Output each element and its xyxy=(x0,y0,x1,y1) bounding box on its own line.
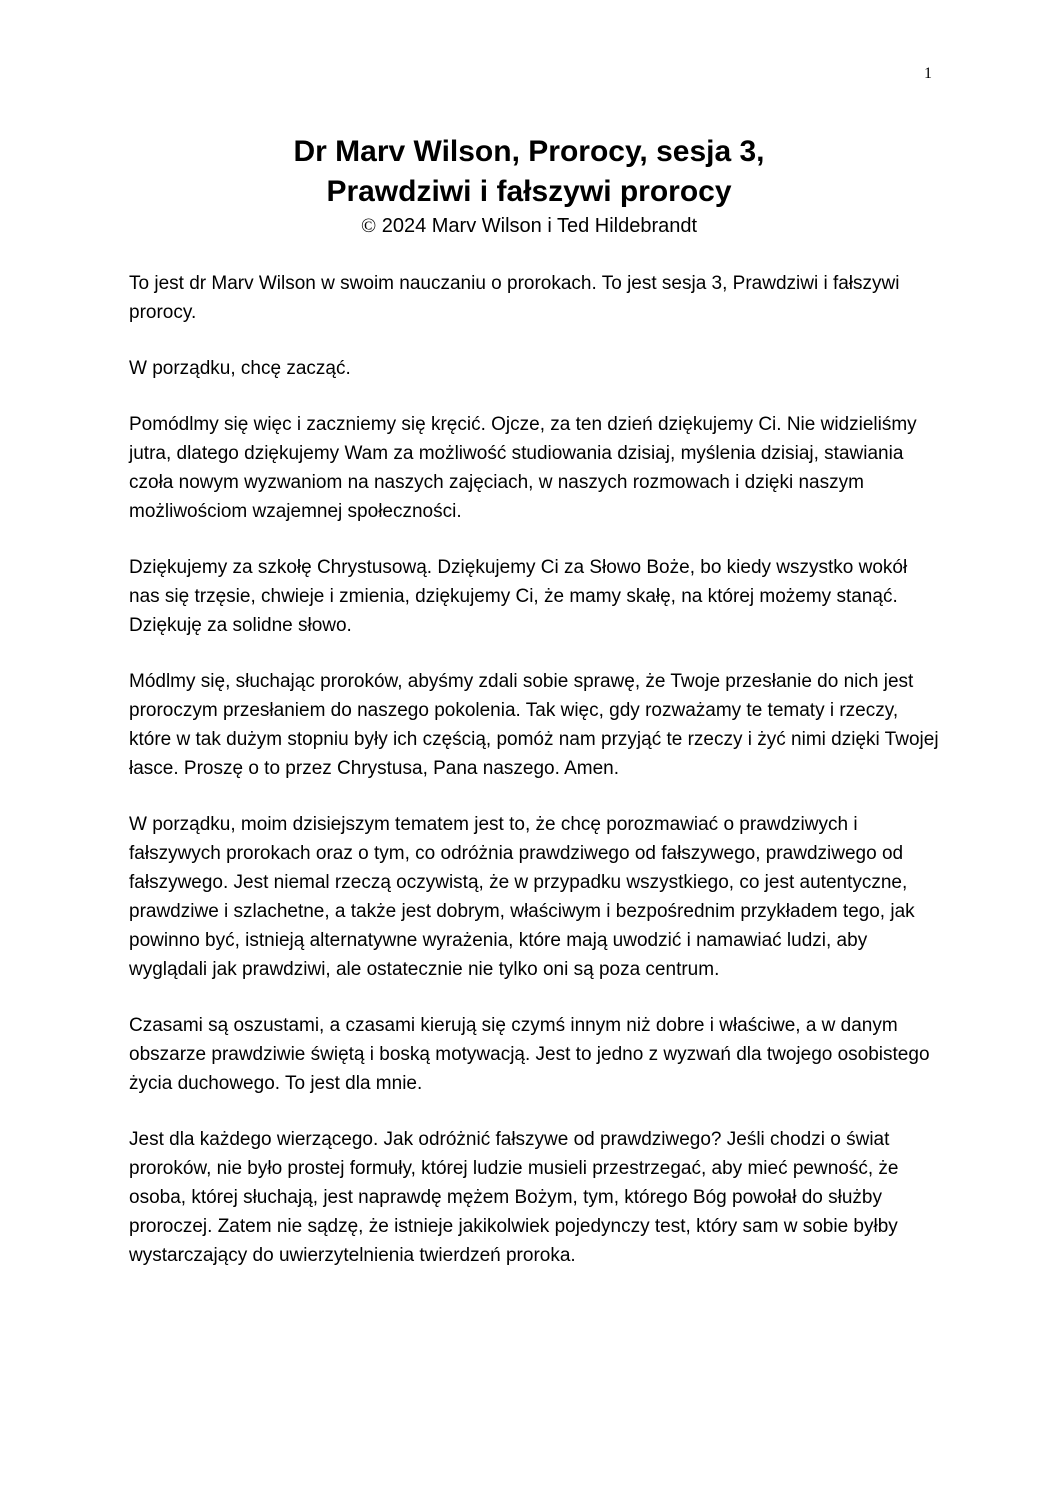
paragraph: Módlmy się, słuchając proroków, abyśmy zdali sobie sprawę, że Twoje przesłanie do nich jest proroczym przesłaniem do naszego pokolenia. Tak więc, gdy rozważamy te tematy i rzeczy, które w tak dużym stopniu były ich częścią, pomóż nam przyjąć te rzeczy i żyć nimi dzięki Twojej łasce. Proszę o to przez Chrystusa, Pana naszego. Amen. xyxy=(129,671,939,779)
copyright-line xyxy=(0,213,1058,239)
paragraph: Dziękujemy za szkołę Chrystusową. Dziękujemy Ci za Słowo Boże, bo kiedy wszystko wokół nas się trzęsie, chwieje i zmienia, dziękujemy Ci, że mamy skałę, na której możemy stanąć. Dziękuję za solidne słowo. xyxy=(129,557,908,636)
document-title-line-2: Prawdziwi i fałszywi prorocy xyxy=(326,175,732,208)
paragraph: Pomódlmy się więc i zaczniemy się kręcić. Ojcze, za ten dzień dziękujemy Ci. Nie widzieliśmy jutra, dlatego dziękujemy Wam za możliwość studiowania dzisiaj, myślenia dzisiaj, stawiania czoła nowym wyzwaniom na naszych zajęciach, w naszych rozmowach i dzięki naszym możliwościom wzajemnej społeczności. xyxy=(129,414,917,522)
paragraph: Jest dla każdego wierzącego. Jak odróżnić fałszywe od prawdziwego? Jeśli chodzi o świat proroków, nie było prostej formuły, której ludzie musieli przestrzegać, aby mieć pewność, że osoba, której słuchają, jest naprawdę mężem Bożym, tym, którego Bóg powołał do służby proroczej. Zatem nie sądzę, że istnieje jakikolwiek pojedynczy test, który sam w sobie byłby wystarczający do uwierzytelnienia twierdzeń proroka. xyxy=(129,1129,899,1266)
paragraph: Czasami są oszustami, a czasami kierują się czymś innym niż dobre i właściwe, a w danym obszarze prawdziwie świętą i boską motywacją. Jest to jedno z wyzwań dla twojego osobistego życia duchowego. To jest dla mnie. xyxy=(129,1015,930,1094)
copyright-text: 2024 Marv Wilson i Ted Hildebrandt xyxy=(376,215,698,237)
title-block xyxy=(0,132,1058,239)
paragraph: To jest dr Marv Wilson w swoim nauczaniu o prorokach. To jest sesja 3, Prawdziwi i fałszywi prorocy. xyxy=(129,273,900,323)
page-number: 1 xyxy=(924,65,932,82)
paragraph: W porządku, moim dzisiejszym tematem jest to, że chcę porozmawiać o prawdziwych i fałszywych prorokach oraz o tym, co odróżnia prawdziwego od fałszywego, prawdziwego od fałszywego. Jest niemal rzeczą oczywistą, że w przypadku wszystkiego, co jest autentyczne, prawdziwe i szlachetne, a także jest dobrym, właściwym i bezpośrednim przykładem tego, jak powinno być, istnieją alternatywne wyrażenia, które mają uwodzić i namawiać ludzi, aby wyglądali jak prawdziwi, ale ostatecznie nie tylko oni są poza centrum. xyxy=(129,814,915,980)
document-body xyxy=(129,269,939,1297)
paragraph: W porządku, chcę zacząć. xyxy=(129,358,351,379)
copyright-symbol: © xyxy=(360,215,377,237)
document-title-line-1: Dr Marv Wilson, Prorocy, sesja 3, xyxy=(293,135,765,168)
